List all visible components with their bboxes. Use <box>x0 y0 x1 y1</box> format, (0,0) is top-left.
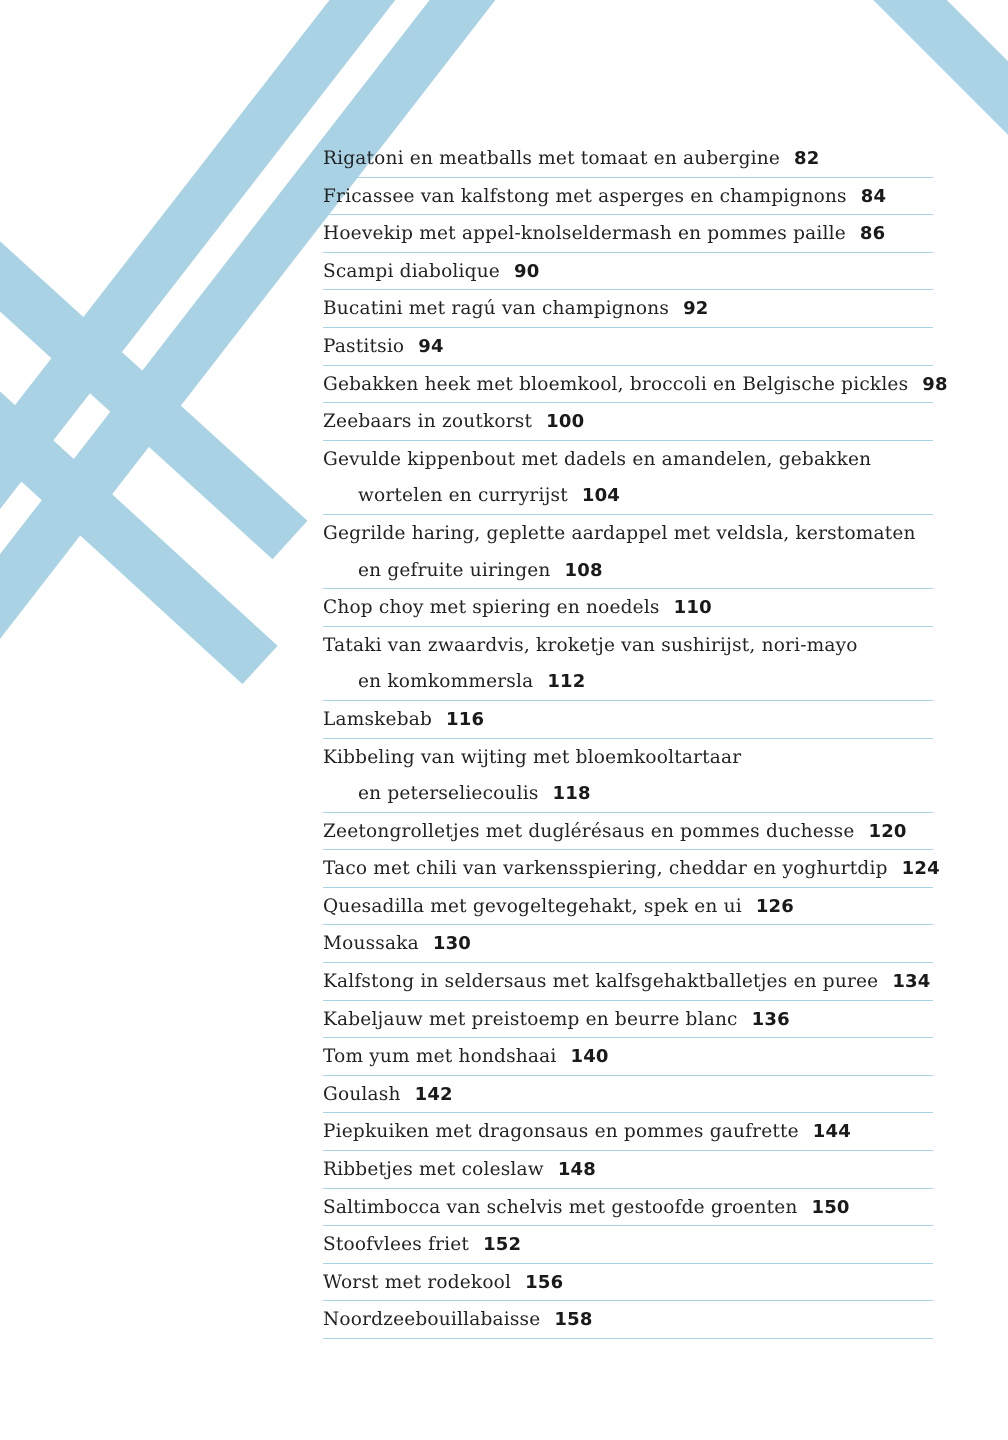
toc-entry-title: Goulash <box>323 1083 401 1105</box>
toc-entry[interactable] <box>323 178 933 216</box>
toc-entry-title: Rigatoni en meatballs met tomaat en aubergine <box>323 148 781 169</box>
toc-entry-title: Zeetongrolletjes met duglérésaus en pommes duchesse <box>323 820 855 842</box>
toc-entry-title-continued: en peterseliecoulis <box>358 783 539 805</box>
toc-entry-page: 118 <box>552 783 591 805</box>
toc-entry-page: 150 <box>811 1196 850 1218</box>
toc-entry[interactable] <box>323 1113 933 1151</box>
toc-entry-page: 134 <box>892 971 931 993</box>
toc-entry-title: Saltimbocca van schelvis met gestoofde groenten <box>323 1196 798 1218</box>
toc-entry[interactable] <box>323 589 933 627</box>
toc-entry-title: Gebakken heek met bloemkool, broccoli en Belgische pickles <box>323 373 909 395</box>
toc-entry-title: Chop choy met spiering en noedels <box>323 597 660 619</box>
toc-entry-title: Tataki van zwaardvis, kroketje van sushirijst, nori-mayo <box>323 634 858 656</box>
toc-entry-title: Ribbetjes met coleslaw <box>323 1159 544 1181</box>
toc-entry[interactable] <box>323 850 940 888</box>
toc-entry[interactable] <box>323 1001 933 1039</box>
toc-entry-title: Kalfstong in seldersaus met kalfsgehaktballetjes en puree <box>323 971 879 993</box>
toc-entry[interactable] <box>323 739 933 813</box>
toc-entry-page: 130 <box>432 933 472 955</box>
toc-entry-title: Taco met chili van varkensspiering, cheddar en yoghurtdip <box>323 858 888 880</box>
toc-entry-title: Noordzeebouillabaisse <box>323 1309 541 1331</box>
toc-entry[interactable] <box>323 963 933 1001</box>
toc-entry[interactable] <box>323 403 933 441</box>
toc-entry[interactable] <box>323 1151 933 1189</box>
toc-entry-title: Kibbeling van wijting met bloemkooltartaar <box>323 746 742 768</box>
toc-entry-page: 158 <box>554 1309 593 1331</box>
toc-entry[interactable] <box>323 1264 933 1302</box>
toc-entry[interactable] <box>323 701 933 739</box>
toc-entry-title: Fricassee van kalfstong met asperges en champignons <box>323 185 847 207</box>
toc-entry-page: 140 <box>570 1046 609 1068</box>
toc-entry-page: 98 <box>922 373 948 395</box>
toc-entry-page: 156 <box>525 1271 564 1293</box>
toc-entry-title: Quesadilla met gevogeltegehakt, spek en ui <box>323 895 742 917</box>
toc-entry-title: Bucatini met ragú van champignons <box>323 298 670 320</box>
toc-entry-title-continued: en gefruite uiringen <box>358 559 551 581</box>
toc-entry[interactable] <box>323 215 933 253</box>
table-of-contents <box>323 140 948 1339</box>
toc-entry-page: 90 <box>513 260 540 282</box>
toc-entry-page: 124 <box>901 858 940 880</box>
toc-entry-title: Pastitsio <box>323 335 405 357</box>
toc-entry[interactable] <box>323 366 948 404</box>
toc-entry[interactable] <box>323 441 933 515</box>
toc-entry-title-continued: wortelen en curryrijst <box>358 485 568 507</box>
toc-entry-page: 120 <box>868 820 907 842</box>
toc-entry[interactable] <box>323 925 933 963</box>
toc-entry-title: Tom yum met hondshaai <box>323 1046 557 1068</box>
toc-entry-page: 108 <box>564 559 603 581</box>
toc-entry[interactable] <box>323 290 933 328</box>
toc-entry-page: 86 <box>859 223 886 245</box>
toc-entry-title: Gegrilde haring, geplette aardappel met veldsla, kerstomaten <box>323 522 916 544</box>
toc-entry-page: 126 <box>755 895 795 917</box>
toc-entry-page: 116 <box>446 708 485 730</box>
toc-entry-page: 84 <box>860 185 887 207</box>
band-diagonal-down-1 <box>0 240 290 540</box>
band-diagonal-down-2 <box>0 390 260 665</box>
toc-entry-page: 152 <box>483 1234 522 1256</box>
toc-entry[interactable] <box>323 888 933 926</box>
toc-entry[interactable] <box>323 253 933 291</box>
toc-entry[interactable] <box>323 1076 933 1114</box>
toc-entry[interactable] <box>323 140 933 178</box>
toc-entry-title: Scampi diabolique <box>323 260 500 282</box>
toc-entry-title-continued: en komkommersla <box>358 671 534 693</box>
toc-entry-title: Hoevekip met appel-knolseldermash en pommes paille <box>323 223 846 245</box>
toc-entry-page: 82 <box>794 148 820 169</box>
toc-entry-page: 142 <box>414 1083 453 1105</box>
toc-entry-title: Lamskebab <box>323 708 433 730</box>
toc-entry-page: 112 <box>547 671 586 693</box>
toc-entry-page: 92 <box>683 298 709 320</box>
toc-entry[interactable] <box>323 1038 933 1076</box>
toc-entry[interactable] <box>323 1189 933 1227</box>
toc-entry-title: Worst met rodekool <box>323 1271 512 1293</box>
toc-entry-title: Gevulde kippenbout met dadels en amandelen, gebakken <box>323 448 872 470</box>
toc-entry-title: Zeebaars in zoutkorst <box>323 411 533 433</box>
toc-entry-page: 144 <box>812 1121 851 1143</box>
toc-entry-page: 100 <box>546 411 585 433</box>
toc-entry-title: Moussaka <box>323 933 419 955</box>
toc-entry[interactable] <box>323 1301 933 1339</box>
toc-entry-page: 148 <box>557 1159 597 1181</box>
toc-entry-page: 110 <box>673 597 712 619</box>
band-corner-top-right <box>890 0 1008 150</box>
toc-entry-page: 104 <box>581 485 621 507</box>
toc-entry-title: Piepkuiken met dragonsaus en pommes gaufrette <box>323 1121 799 1143</box>
toc-entry-page: 136 <box>751 1008 790 1030</box>
toc-entry[interactable] <box>323 328 933 366</box>
toc-entry-page: 94 <box>418 335 444 357</box>
toc-entry-title: Kabeljauw met preistoemp en beurre blanc <box>323 1008 738 1030</box>
toc-entry[interactable] <box>323 627 933 701</box>
toc-entry-title: Stoofvlees friet <box>323 1234 470 1256</box>
toc-entry[interactable] <box>323 515 933 589</box>
toc-entry[interactable] <box>323 813 933 851</box>
toc-entry[interactable] <box>323 1226 933 1264</box>
